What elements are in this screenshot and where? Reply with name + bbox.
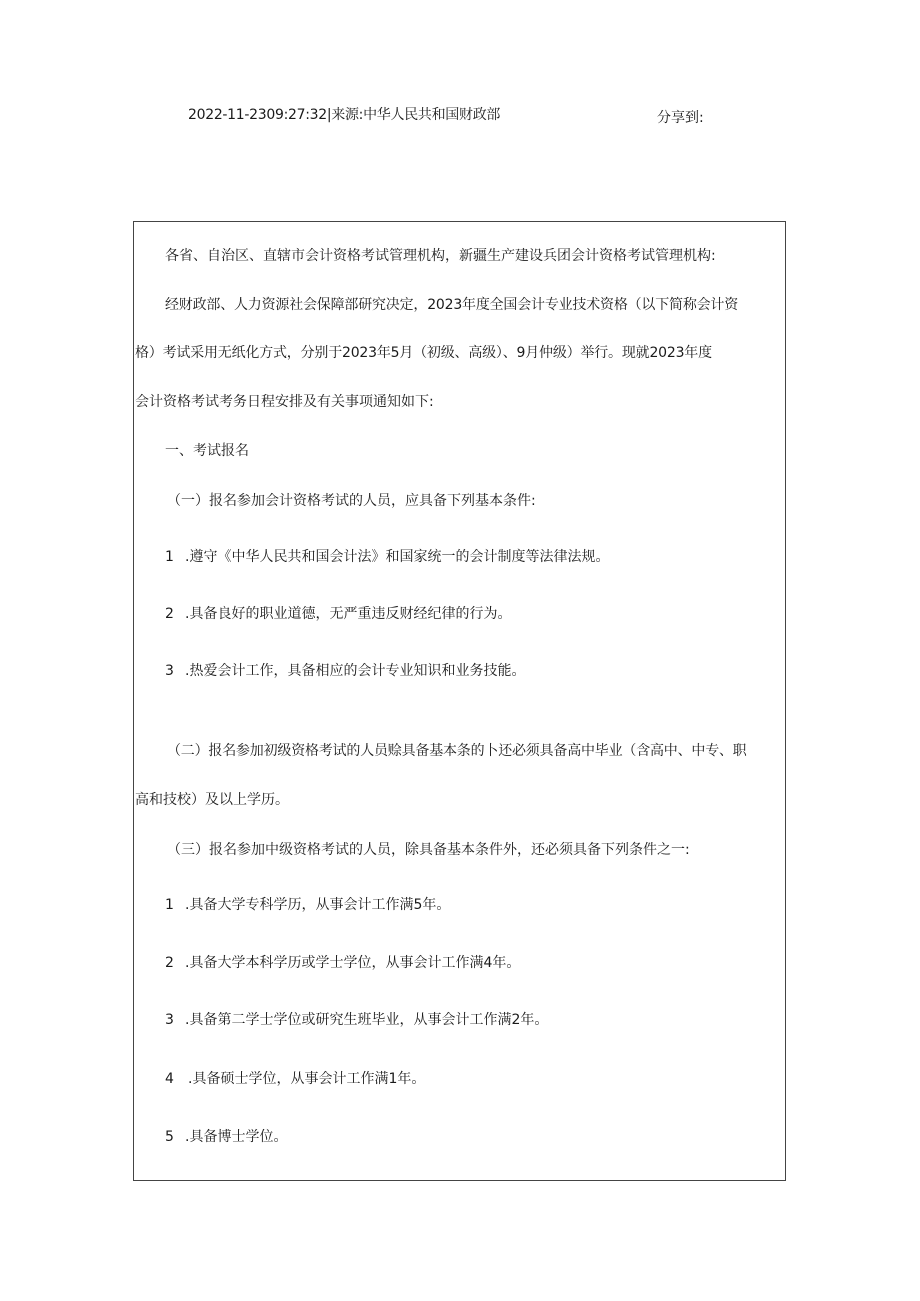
intermediate-condition-3: [165, 1012, 548, 1028]
subsection-2-line-2: 高和技校）及以上学历。: [135, 792, 289, 808]
intro-line-3: 会计资格考试考务日程安排及有关事项通知如下:: [135, 394, 434, 410]
condition-number: 3: [165, 663, 174, 679]
condition-number: 1: [165, 549, 174, 565]
intro-line-1: 经财政部、人力资源社会保障部研究决定，2023年度全国会计专业技术资格（以下简称会计资: [165, 297, 739, 313]
condition-number: 2: [165, 606, 174, 622]
basic-condition-1: [165, 549, 609, 565]
intro-line-2: 格）考试采用无纸化方式，分别于2023年5月（初级、高级）、9月仲级）举行。现就2023年度: [135, 345, 712, 361]
condition-text: .具备大学本科学历或学士学位，从事会计工作满4年。: [185, 955, 521, 971]
subsection-3-title: （三）报名参加中级资格考试的人员，除具备基本条件外，还必须具备下列条件之一:: [167, 842, 690, 858]
source-label: 来源:: [331, 107, 364, 123]
condition-number: 3: [165, 1012, 174, 1028]
basic-condition-3: [165, 663, 525, 679]
intermediate-condition-4: [165, 1071, 425, 1087]
source-name: 中华人民共和国财政部: [363, 107, 501, 123]
condition-number: 2: [165, 955, 174, 971]
condition-text: .具备大学专科学历，从事会计工作满5年。: [185, 897, 451, 913]
intermediate-condition-5: [165, 1129, 287, 1145]
meta-separator: |: [326, 107, 332, 123]
condition-text: .热爱会计工作，具备相应的会计专业知识和业务技能。: [185, 663, 526, 679]
condition-text: .具备第二学士学位或研究生班毕业，从事会计工作满2年。: [185, 1012, 549, 1028]
subsection-2-line-1: （二）报名参加初级资格考试的人员赊具备基本条的卜还必须具备高中毕业（含高中、中专、职: [167, 743, 747, 759]
salutation: 各省、自治区、直辖市会计资格考试管理机构，新疆生产建设兵团会计资格考试管理机构:: [165, 248, 716, 264]
article-content-box: [133, 221, 786, 1181]
condition-text: .遵守《中华人民共和国会计法》和国家统一的会计制度等法律法规。: [185, 549, 610, 565]
publish-date: 2022-11-2309:27:32: [188, 107, 327, 123]
article-meta: [188, 104, 500, 124]
section-1-title: 一、考试报名: [165, 443, 249, 459]
subsection-1-title: （一）报名参加会计资格考试的人员，应具备下列基本条件:: [167, 493, 536, 509]
condition-text: .具备博士学位。: [185, 1129, 288, 1145]
condition-text: .具备硕士学位，从事会计工作满1年。: [188, 1071, 426, 1087]
share-label[interactable]: 分享到:: [657, 110, 704, 126]
basic-condition-2: [165, 606, 511, 622]
condition-number: 1: [165, 897, 174, 913]
condition-number: 5: [165, 1129, 174, 1145]
intermediate-condition-1: [165, 897, 450, 913]
condition-number: 4: [165, 1071, 174, 1087]
condition-text: .具备良好的职业道德，无严重违反财经纪律的行为。: [185, 606, 512, 622]
intermediate-condition-2: [165, 955, 520, 971]
